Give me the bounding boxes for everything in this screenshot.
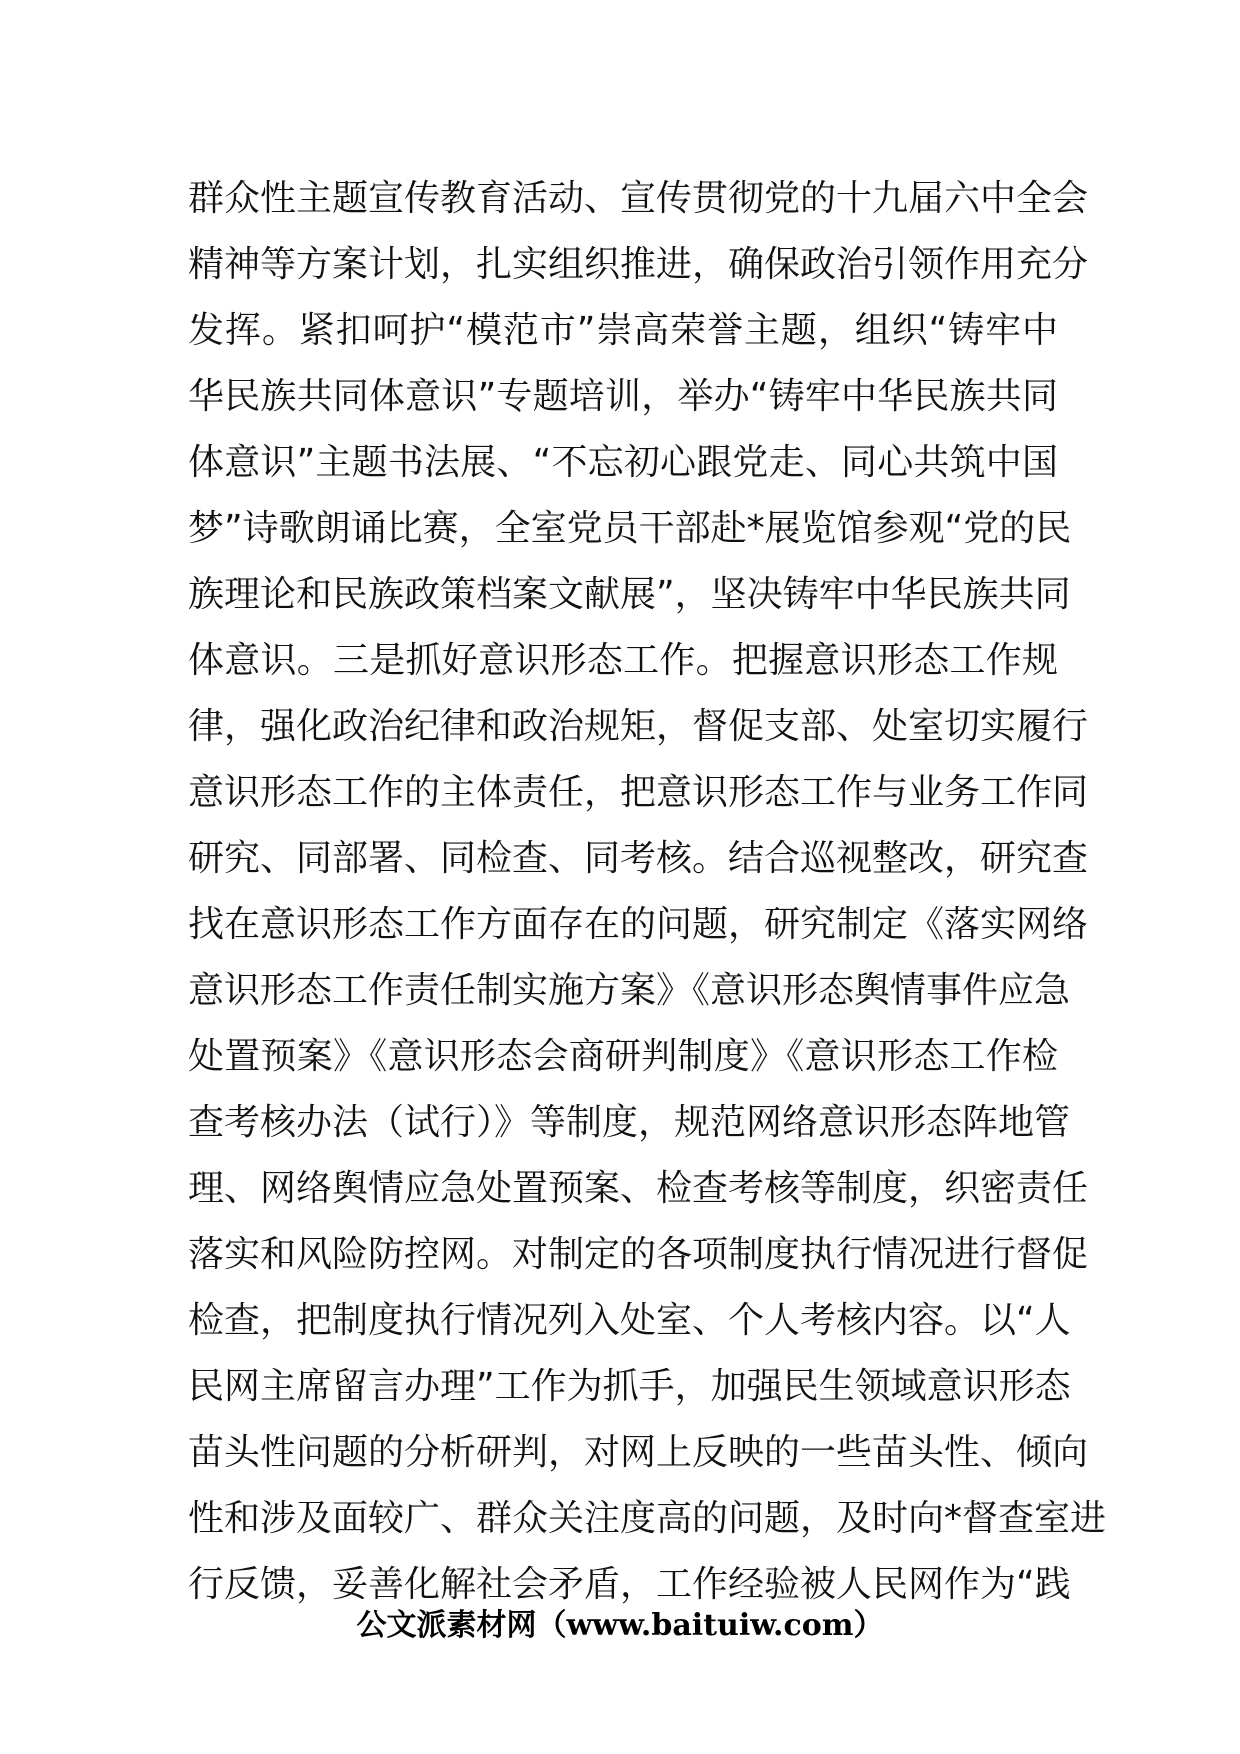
page-footer: 公文派素材网（www.baituiw.com） — [356, 1608, 884, 1643]
text-line: 检查，把制度执行情况列入处室、个人考核内容。以“人 — [188, 1300, 1071, 1341]
text-line: 民网主席留言办理”工作为抓手，加强民生领域意识形态 — [188, 1366, 1071, 1407]
text-line: 意识形态工作的主体责任，把意识形态工作与业务工作同 — [188, 772, 1089, 813]
text-line: 处置预案》《意识形态会商研判制度》《意识形态工作检 — [188, 1036, 1058, 1077]
text-line: 研究、同部署、同检查、同考核。结合巡视整改，研究查 — [188, 838, 1089, 879]
text-line: 性和涉及面较广、群众关注度高的问题，及时向*督查室进 — [188, 1498, 1107, 1539]
text-line: 体意识”主题书法展、“不忘初心跟党走、同心共筑中国 — [188, 442, 1058, 483]
text-line: 华民族共同体意识”专题培训，举办“铸牢中华民族共同 — [188, 376, 1058, 417]
text-line: 找在意识形态工作方面存在的问题，研究制定《落实网络 — [188, 904, 1089, 945]
text-line: 体意识。三是抓好意识形态工作。把握意识形态工作规 — [188, 640, 1058, 681]
text-line: 落实和风险防控网。对制定的各项制度执行情况进行督促 — [188, 1234, 1089, 1275]
text-line: 律，强化政治纪律和政治规矩，督促支部、处室切实履行 — [188, 706, 1089, 747]
body-paragraph — [188, 166, 1107, 1618]
text-line: 苗头性问题的分析研判，对网上反映的一些苗头性、倾向 — [188, 1432, 1089, 1473]
text-line: 意识形态工作责任制实施方案》《意识形态舆情事件应急 — [188, 970, 1071, 1011]
text-line: 族理论和民族政策档案文献展”，坚决铸牢中华民族共同 — [188, 574, 1071, 615]
text-line: 行反馈，妥善化解社会矛盾，工作经验被人民网作为“践 — [188, 1564, 1071, 1605]
text-line: 查考核办法（试行）》等制度，规范网络意识形态阵地管 — [188, 1102, 1071, 1143]
text-line: 梦”诗歌朗诵比赛，全室党员干部赴*展览馆参观“党的民 — [188, 508, 1072, 549]
text-line: 群众性主题宣传教育活动、宣传贯彻党的十九届六中全会 — [188, 178, 1089, 219]
text-line: 发挥。紧扣呵护“模范市”崇高荣誉主题，组织“铸牢中 — [188, 310, 1058, 351]
text-line: 理、网络舆情应急处置预案、检查考核等制度，织密责任 — [188, 1168, 1089, 1209]
text-line: 精神等方案计划，扎实组织推进，确保政治引领作用充分 — [188, 244, 1089, 285]
